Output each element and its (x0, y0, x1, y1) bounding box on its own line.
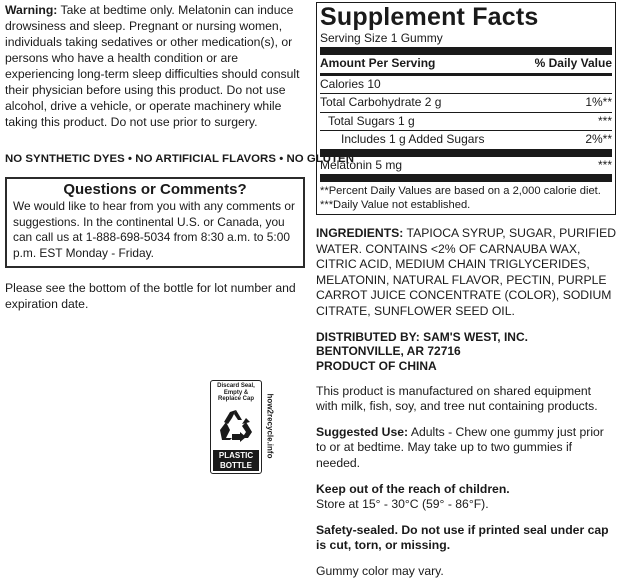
facts-row-dv: 1%** (585, 95, 612, 109)
footnote-dv: **Percent Daily Values are based on a 2,000 calorie diet. (320, 185, 601, 197)
recycle-material-line: PLASTIC (218, 451, 254, 460)
facts-row (320, 157, 612, 183)
facts-row (320, 76, 612, 95)
facts-footnotes (320, 182, 612, 213)
warning-label: Warning: (5, 3, 58, 17)
questions-box (5, 177, 305, 268)
ingredients (316, 226, 616, 320)
footnote-not-established: ***Daily Value not established. (320, 199, 471, 211)
recycle-instructions (211, 381, 261, 403)
questions-title: Questions or Comments? (63, 181, 247, 198)
facts-row-dv: *** (597, 157, 612, 172)
suggested-use-text: Adults - Chew one gummy just prior to or at bedtime. May take up to two gummies if needed. (316, 424, 604, 471)
storage-block (316, 482, 616, 513)
suggested-use (316, 425, 616, 472)
safety-seal-text: Safety-sealed. Do not use if printed seal under cap is cut, torn, or missing. (316, 522, 609, 553)
ingredients-label: INGREDIENTS: (316, 226, 404, 240)
warning-text: Take at bedtime only. Melatonin can induce drowsiness and sleep. Pregnant or nursing women, individuals taking sedatives or other medication(s), or persons who have a health condition or are experiencing long-term sleep difficulties should consult their physician before using this product. Do not use alcohol, drive a vehicle, or operate machinery while taking this product. Do not use prior to surgery. (5, 3, 300, 129)
facts-row (320, 131, 612, 157)
facts-row-label: Total Carbohydrate 2 g (320, 95, 442, 109)
facts-row-label: Calories 10 (320, 76, 381, 91)
safety-seal (316, 523, 616, 554)
facts-row-label: Melatonin 5 mg (320, 157, 403, 172)
distributor-city: BENTONVILLE, AR 72716 (316, 344, 461, 359)
recycle-arrows-icon (218, 408, 254, 442)
recycle-label-box (210, 380, 262, 474)
storage-text: Store at 15° - 30°C (59° - 86°F). (316, 497, 489, 512)
facts-header-row (320, 55, 612, 76)
ingredients-text: TAPIOCA SYRUP, SUGAR, PURIFIED WATER. CONTAINS <2% OF CARNAUBA WAX, CITRIC ACID, MEDIUM CHAIN TRIGLYCERIDES, MELATONIN, NATURAL FLAVOR, PECTIN, PURPLE CARROT JUICE CONCENTRATE (COLOR), SODIUM CITRATE, SUNFLOWER SEED OIL. (316, 226, 617, 318)
header-amount: Amount Per Serving (320, 56, 436, 70)
facts-row (320, 113, 612, 132)
serving-size: Serving Size 1 Gummy (320, 31, 612, 55)
warning-paragraph (5, 2, 305, 130)
country-of-origin: PRODUCT OF CHINA (316, 358, 437, 373)
right-column (316, 2, 616, 580)
color-note: Gummy color may vary. (316, 564, 444, 579)
facts-row (320, 94, 612, 113)
recycle-site-text: how2recycle.info (265, 393, 275, 459)
suggested-use-label: Suggested Use: (316, 424, 409, 439)
supplement-facts-panel (316, 2, 616, 215)
recycle-instruction-line: Discard Seal, (217, 383, 255, 389)
facts-row-label: Total Sugars 1 g (328, 113, 415, 128)
distributor-block (316, 330, 616, 374)
facts-row-dv: 2%** (585, 132, 612, 146)
keep-out-of-reach: Keep out of the reach of children. (316, 481, 510, 496)
facts-row-dv: *** (597, 113, 612, 128)
allergen-statement: This product is manufactured on shared equipment with milk, fish, soy, and tree nut containing products. (316, 383, 598, 414)
how2recycle-badge (210, 380, 280, 475)
free-from-claims: NO SYNTHETIC DYES • NO ARTIFICIAL FLAVORS • NO GLUTEN (5, 153, 354, 165)
recycle-material-line: BOTTLE (220, 460, 252, 470)
recycle-material (213, 450, 259, 471)
recycle-instruction-line: Replace Cap (217, 396, 254, 402)
facts-row-label: Includes 1 g Added Sugars (341, 132, 485, 146)
lot-info: Please see the bottom of the bottle for lot number and expiration date. (5, 281, 296, 312)
questions-text: We would like to hear from you with any comments or suggestions. In the continental U.S. or Canada, you can call us at 1-888-698-5034 from 8:30 a.m. to 5:00 p.m. EST Monday - Friday. (13, 199, 295, 260)
facts-title: Supplement Facts (320, 3, 539, 31)
recycle-site (262, 380, 278, 472)
header-daily-value: % Daily Value (534, 56, 612, 70)
recycle-instruction-line: Empty & (223, 389, 249, 396)
distributor-name: DISTRIBUTED BY: SAM'S WEST, INC. (316, 329, 528, 344)
